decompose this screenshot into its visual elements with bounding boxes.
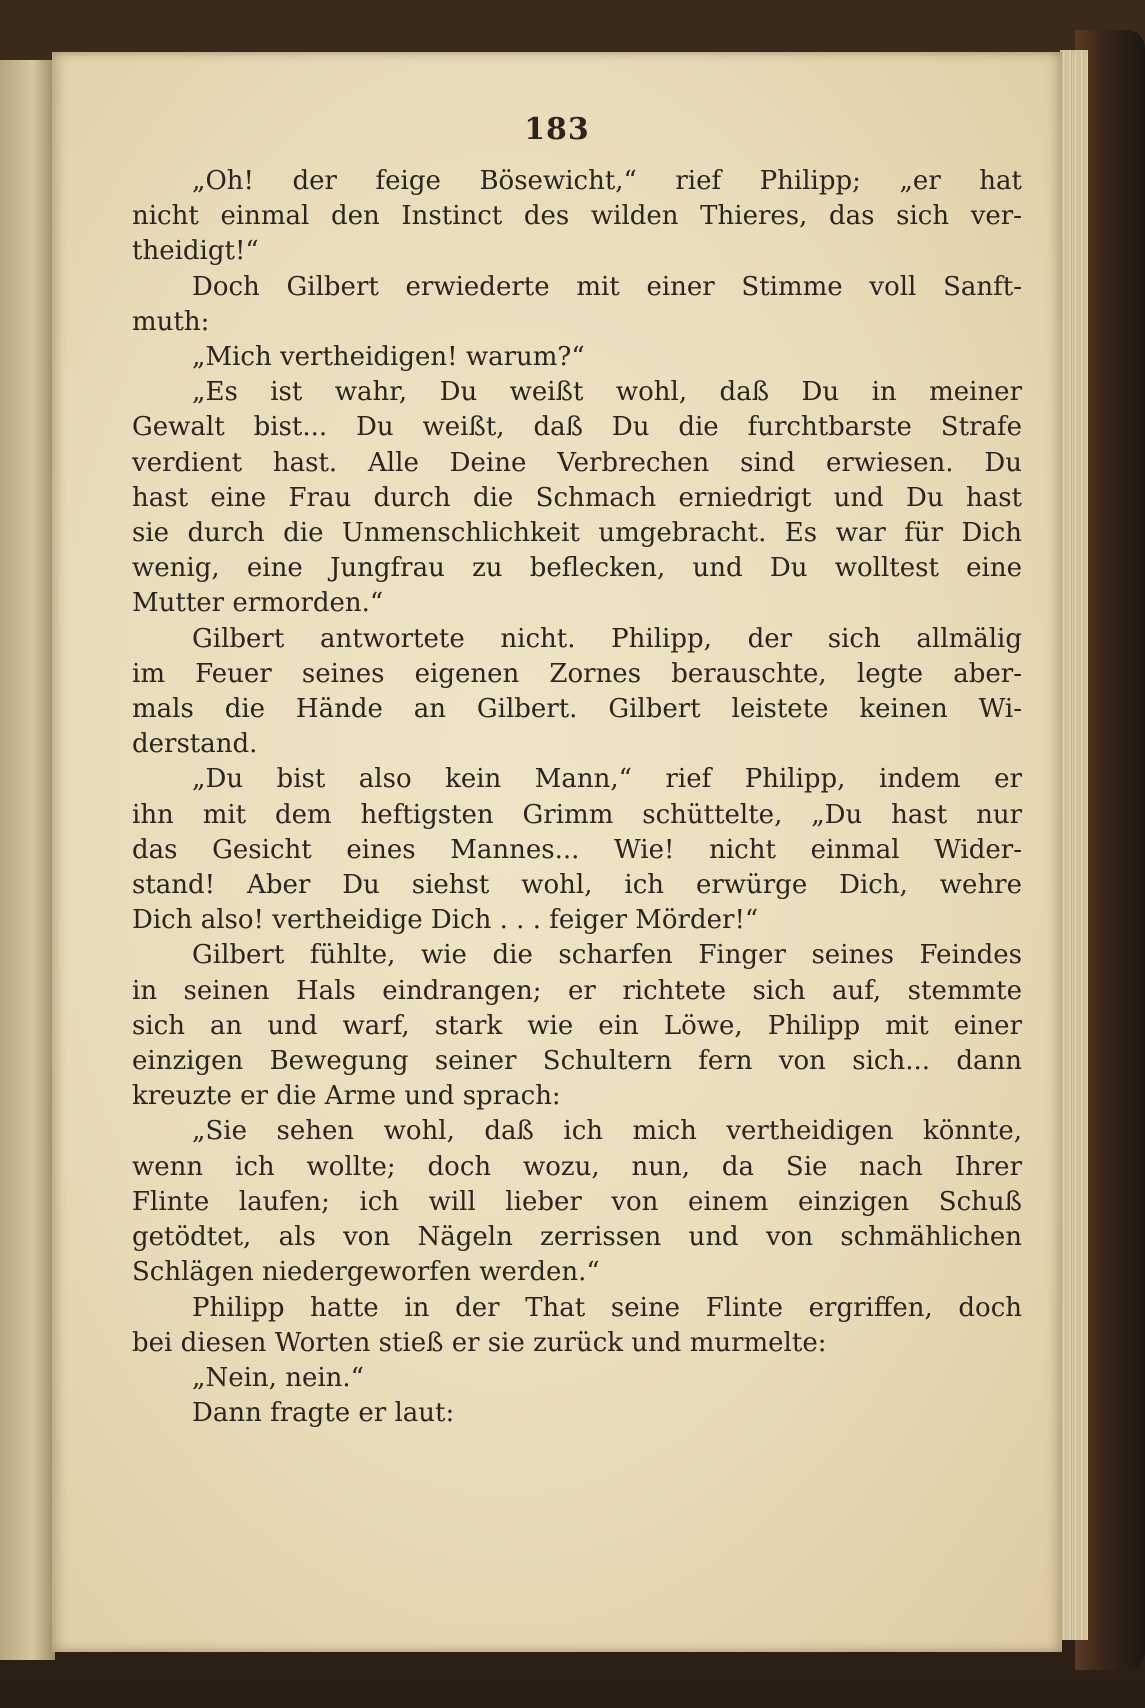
text-line: verdient hast. Alle Deine Verbrechen sind erwiesen. Du <box>132 447 1022 478</box>
text-line: mals die Hände an Gilbert. Gilbert leistete keinen Wi- <box>132 694 1022 725</box>
text-line: Flinte laufen; ich will lieber von einem einzigen Schuß <box>132 1186 1022 1217</box>
text-line: „Nein, nein.“ <box>192 1362 364 1393</box>
text-line: das Gesicht eines Mannes... Wie! nicht einmal Wider- <box>132 834 1022 865</box>
text-line: „Sie sehen wohl, daß ich mich vertheidigen könnte, <box>192 1116 1022 1147</box>
text-line: nicht einmal den Instinct des wilden Thieres, das sich ver- <box>132 201 1022 232</box>
text-line: „Oh! der feige Bösewicht,“ rief Philipp; „er hat <box>192 166 1022 196</box>
text-line: sie durch die Unmenschlichkeit umgebracht. Es war für Dich <box>132 518 1022 549</box>
text-line: derstand. <box>132 729 258 760</box>
text-line: „Mich vertheidigen! warum?“ <box>192 342 585 373</box>
text-line: „Es ist wahr, Du weißt wohl, daß Du in meiner <box>192 377 1022 408</box>
body-text <box>132 164 1022 1431</box>
text-line: kreuzte er die Arme und sprach: <box>132 1081 561 1112</box>
book-page <box>52 52 1062 1652</box>
text-line: Dich also! vertheidige Dich . . . feiger Mörder!“ <box>132 905 759 936</box>
text-line: bei diesen Worten stieß er sie zurück und murmelte: <box>132 1327 827 1358</box>
page-stack-edges <box>1060 50 1088 1640</box>
text-line: Gewalt bist... Du weißt, daß Du die furchtbarste Strafe <box>132 412 1022 443</box>
text-line: Schlägen niedergeworfen werden.“ <box>132 1257 600 1288</box>
text-line: stand! Aber Du siehst wohl, ich erwürge Dich, wehre <box>132 870 1022 901</box>
previous-page-edge <box>0 60 55 1660</box>
text-line: ihn mit dem heftigsten Grimm schüttelte, „Du hast nur <box>132 799 1022 830</box>
text-line: theidigt!“ <box>132 236 259 267</box>
text-line: einzigen Bewegung seiner Schultern fern von sich... dann <box>132 1046 1022 1077</box>
text-line: in seinen Hals eindrangen; er richtete sich auf, stemmte <box>132 975 1022 1006</box>
text-line: Gilbert antwortete nicht. Philipp, der sich allmälig <box>192 623 1022 654</box>
text-line: muth: <box>132 306 210 337</box>
text-line: getödtet, als von Nägeln zerrissen und von schmählichen <box>132 1222 1022 1253</box>
text-line: wenig, eine Jungfrau zu beflecken, und Du wolltest eine <box>132 553 1022 584</box>
page-number: 183 <box>524 112 590 147</box>
text-line: wenn ich wollte; doch wozu, nun, da Sie nach Ihrer <box>132 1151 1022 1182</box>
text-line: Dann fragte er laut: <box>192 1398 455 1429</box>
text-line: „Du bist also kein Mann,“ rief Philipp, indem er <box>192 764 1022 795</box>
text-line: Philipp hatte in der That seine Flinte ergriffen, doch <box>192 1292 1022 1323</box>
text-line: hast eine Frau durch die Schmach erniedrigt und Du hast <box>132 482 1022 513</box>
text-line: im Feuer seines eigenen Zornes berauschte, legte aber- <box>132 658 1022 689</box>
text-line: sich an und warf, stark wie ein Löwe, Philipp mit einer <box>132 1010 1022 1041</box>
text-line: Gilbert fühlte, wie die scharfen Finger seines Feindes <box>192 940 1022 971</box>
text-line: Mutter ermorden.“ <box>132 588 384 619</box>
text-line: Doch Gilbert erwiederte mit einer Stimme voll Sanft- <box>192 271 1022 302</box>
